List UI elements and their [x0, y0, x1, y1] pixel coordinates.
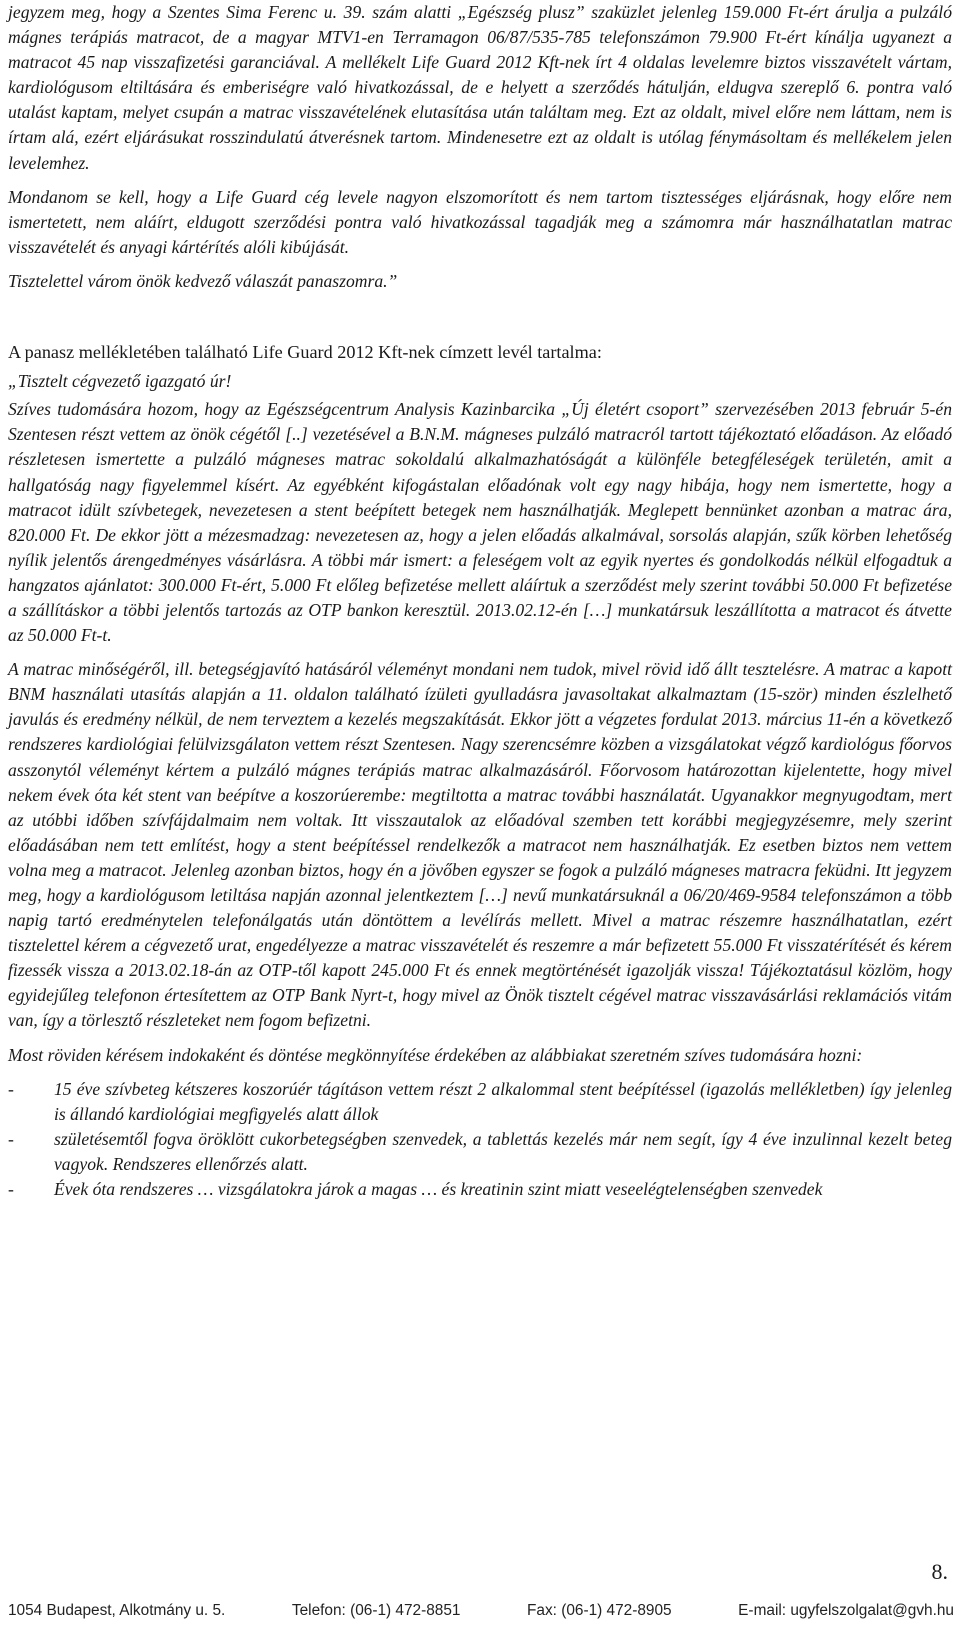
- list-item-text: születésemtől fogva öröklött cukorbetegségben szenvedek, a tablettás kezelés már nem segít, így 4 éve inzulinnal kezelt beteg vagyok. Rendszeres ellenőrzés alatt.: [54, 1128, 952, 1174]
- footer-address: 1054 Budapest, Alkotmány u. 5.: [8, 1602, 226, 1619]
- document-page: [8, 0, 952, 1202]
- footer-fax: Fax: (06-1) 472-8905: [527, 1602, 672, 1619]
- paragraph-request-intro: Most röviden kérésem indokaként és döntése megkönnyítése érdekében az alábbiakat szeretném szíves tudomására hozni:: [8, 1044, 863, 1065]
- footer-phone: Telefon: (06-1) 472-8851: [291, 1602, 461, 1619]
- dash-bullet: -: [8, 1179, 14, 1200]
- paragraph-presentation: Szíves tudomására hozom, hogy az Egészségcentrum Analysis Kazinbarcika „Új életért csoport” szervezésében 2013 február 5-én Szentesen részt vettem az önök cégétől [..] vezetésével a B.N.M. mágneses pulzáló matracról tartott tájékoztató előadáson. Az előadó részletesen ismertette a pulzáló mágneses matrac sokoldalú alkalmazhatóságát a különféle betegféleségek területén, amit a hallgatóság nagy figyelemmel kísért. Az egyébként kifogástalan előadónak volt egy nagy hibája, hogy nem ismertette, hogy a matracot idült szívbetegek, nevezetesen a stent beépített betegek nem használhatják. Meglepett bennünket azonban a matrac ára, 820.000 Ft. De ekkor jött a mézesmadzag: nevezetesen az, hogy a jelen előadás alkalmával, sorsolás alapján, szűk körben lehetőség nyílik jelentős árengedményes vásárlásra. A többi már ismert: a feleségem volt az egyik nyertes és gondolkodás nélkül elfogadtuk a hangzatos ajánlatot: 300.000 Ft-ért, 5.000 Ft előleg befizetése mellett aláírtuk a szerződést mely szerint további 50.000 Ft befizetése a szállításkor a többi jelentős tartozás az OTP bankon keresztül. 2013.02.12-én […] munkatársuk leszállította a matracot és átvette az 50.000 Ft-t.: [8, 399, 952, 646]
- paragraph-continuation: jegyzem meg, hogy a Szentes Sima Ferenc u. 39. szám alatti „Egészség plusz” szaküzlet jelenleg 159.000 Ft-ért árulja a pulzáló mágnes terápiás matracot, de a magyar MTV1-en Terramagon 06/87/535-785 telefonszámon 79.900 Ft-ért kínálja ugyanezt a matracot 45 nap visszafizetési garanciával. A mellékelt Life Guard 2012 Kft-nek írt 4 oldalas levelemre biztos visszavételt vártam, kardiológusom eltiltására és emberiségre való hivatkozással, de e helyett a szerződés hátulján, eldugva szereplő 6. pontra való utalást kaptam, melyet csupán a matrac visszavételének elutasítása után találtam meg. Ezt az oldalt, mivel előre nem láttam, nem is írtam alá, ezért eljárásukat rosszindulatú átverésnek tartom. Mindenesetre ezt az oldalt is utólag fénymásoltam és mellékelem jelen levelemhez.: [8, 2, 952, 173]
- page-footer: [8, 1602, 954, 1620]
- list-item: [8, 1077, 952, 1127]
- list-item: [8, 1127, 952, 1177]
- paragraph-mattress-quality: A matrac minőségéről, ill. betegségjavító hatásáról véleményt mondani nem tudok, mivel rövid idő állt tesztelésre. A matrac a kapott BNM használati utasítás alapján a 11. oldalon található ízületi gyulladásra javasoltakat alkalmaztam (15-ször) minden észlelhető javulás és eredmény nélkül, de nem terveztem a kezelés megszakítását. Ekkor jött a végzetes fordulat 2013. március 11-én a következő rendszeres kardiológiai felülvizsgálaton vettem részt Szentesen. Nagy szerencsémre közben a vizsgálatokat végző kardiológus főorvos asszonytól véleményt kértem a pulzáló mágnes terápiás matrac alkalmazásáról. Főorvosom határozottan kijelentette, hogy mivel nekem évek óta két stent van beépítve a koszorúerembe: megtiltotta a matrac további használatát. Ugyanakkor megnyugodtam, mert az utóbbi időben szívfájdalmaim nem voltak. Itt visszautalok az előadóval szemben tett korábbi megjegyzésemre, mely szerint előadásában nem tett említést, hogy a stent beépítéssel rendelkezők a matracot nem használhatják. Ez esetben biztos nem vettem volna meg a matracot. Jelenleg azonban biztos, hogy én a jövőben egyszer se fogok a pulzáló mágneses matracra feküdni. Itt jegyzem meg, hogy a kardiológusom letiltása napján azonnal jelentkeztem […] nevű munkatársuknál a 06/20/469-9584 telefonszámon a több napig tartó eredménytelen telefonálgatás után döntöttem a levélírás mellett. Mivel a matrac részemre használhatatlan, ezért tisztelettel kérem a cégvezető urat, engedélyezze a matrac visszavételét és reszemre a már befizetett 55.000 Ft visszatérítését és kérem fizessék vissza a 2013.02.18-án az OTP-től kapott 245.000 Ft és ennek megtörténését igazolják vissza! Tájékoztatásul közlöm, hogy egyidejűleg telefonon értesítettem az OTP Bank Nyrt-t, hogy mivel az Önök tisztelt cégével matrac visszavásárlási reklamációs vitám van, így a törlesztő részleteket nem fogom befizetni.: [8, 659, 952, 1031]
- dash-bullet: -: [8, 1078, 14, 1099]
- paragraph-complaint-summary: Mondanom se kell, hogy a Life Guard cég levele nagyon elszomorított és nem tartom tisztességes eljárásnak, hogy előre nem ismertetett, nem aláírt, eldugott szerződési pontra való hivatkozással tagadják meg a számomra már használhatatlan matrac visszavételét és anyagi kártérítés alóli kibújását.: [8, 186, 952, 257]
- paragraph-closing: Tisztelettel várom önök kedvező válaszát panaszomra.”: [8, 270, 398, 291]
- attachment-heading: A panasz mellékletében található Life Guard 2012 Kft-nek címzett levél tartalma:: [8, 342, 602, 363]
- list-item-text: Évek óta rendszeres … vizsgálatokra járok a magas … és kreatinin szint miatt veseelégtelenségben szenvedek: [54, 1179, 823, 1200]
- reasons-list: [8, 1077, 952, 1202]
- list-item: [8, 1177, 952, 1202]
- footer-email: E-mail: ugyfelszolgalat@gvh.hu: [738, 1602, 954, 1619]
- page-number: 8.: [931, 1559, 948, 1584]
- list-item-text: 15 éve szívbeteg kétszeres koszorúér tágításon vettem részt 2 alkalommal stent beépítéssel (igazolás mellékletben) így jelenleg is állandó kardiológiai megfigyelés alatt állok: [54, 1078, 952, 1124]
- letter-salutation: „Tisztelt cégvezető igazgató úr!: [8, 371, 232, 392]
- dash-bullet: -: [8, 1128, 14, 1149]
